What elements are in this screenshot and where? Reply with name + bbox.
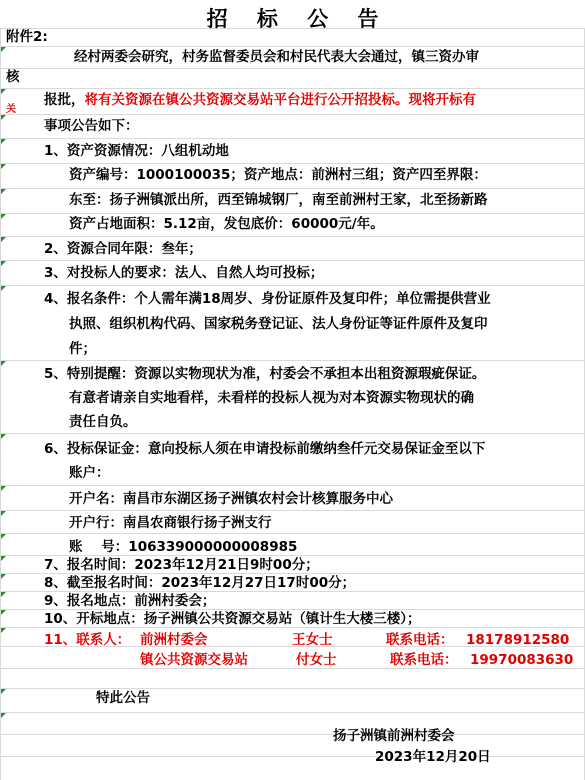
contact-org-2: 镇公共资源交易站 xyxy=(140,652,248,668)
cell-marker xyxy=(1,47,6,52)
closing-text: 特此公告 xyxy=(96,690,150,706)
account-bank: 开户行：南昌农商银行扬子洲支行 xyxy=(69,515,272,531)
grid-line xyxy=(0,260,585,261)
cell-marker xyxy=(1,237,6,242)
intro-line-3-red: 将有关资源在镇公共资源交易站平台进行公开招投标。现将开标有 xyxy=(84,92,476,108)
attachment-label: 附件2: xyxy=(6,29,48,45)
item-5-line-3: 责任自负。 xyxy=(69,414,137,430)
contact-label: 11、联系人： xyxy=(44,632,131,648)
item-4-line-2: 执照、组织机构代码、国家税务登记证、法人身份证等证件原件及复印 xyxy=(69,316,488,332)
contact-person-2: 付女士 xyxy=(296,652,337,668)
item-9: 9、报名地点：前洲村委会； xyxy=(44,593,216,609)
grid-line xyxy=(0,285,585,286)
item-5-line-2: 有意者请亲自实地看样，未看样的投标人视为对本资源实物现状的确 xyxy=(69,390,474,406)
item-10: 10、开标地点：扬子洲镇公共资源交易站（镇计生大楼三楼）； xyxy=(44,611,421,627)
grid-line xyxy=(0,533,585,534)
grid-line xyxy=(0,756,585,757)
grid-line xyxy=(0,734,585,735)
grid-line xyxy=(0,138,585,139)
grid-line xyxy=(0,188,585,189)
cell-marker xyxy=(1,261,6,266)
contact-phone-label-1: 联系电话： xyxy=(386,632,454,648)
cell-marker xyxy=(1,189,6,194)
item-6-line-2: 账户： xyxy=(69,465,110,481)
cell-marker xyxy=(1,286,6,291)
cell-marker xyxy=(1,164,6,169)
cell-marker xyxy=(1,534,6,539)
cell-marker xyxy=(1,689,6,694)
grid-line xyxy=(0,485,585,486)
cell-marker xyxy=(1,115,6,120)
cell-marker xyxy=(1,214,6,219)
signature-date: 2023年12月20日 xyxy=(375,749,491,765)
grid-line xyxy=(0,46,585,47)
item-6-line-1: 6、投标保证金：意向投标人须在申请投标前缴纳叁仟元交易保证金至以下 xyxy=(44,441,486,457)
item-1-asset-info: 资产编号：1000100035；资产地点：前洲村三组；资产四至界限： xyxy=(69,167,487,183)
grid-line xyxy=(0,68,585,69)
grid-line xyxy=(0,433,585,434)
intro-line-5: 事项公告如下： xyxy=(44,118,139,134)
item-2: 2、资源合同年限：叁年； xyxy=(44,241,202,257)
intro-line-3 xyxy=(44,91,476,109)
cell-marker xyxy=(1,713,6,718)
cell-marker xyxy=(1,511,6,516)
grid-line xyxy=(0,510,585,511)
page-title: 招 标 公 告 xyxy=(206,6,379,31)
item-3: 3、对投标人的要求：法人、自然人均可投标； xyxy=(44,265,324,281)
cell-marker xyxy=(1,628,6,633)
contact-person-1: 王女士 xyxy=(292,632,333,648)
item-1-boundaries: 东至：扬子洲镇派出所，西至锦城钢厂，南至前洲村王家，北至扬新路 xyxy=(69,192,488,208)
item-1: 1、资产资源情况：八组机动地 xyxy=(44,143,229,159)
intro-line-1: 经村两委会研究，村务监督委员会和村民代表大会通过，镇三资办审 xyxy=(74,49,479,65)
cell-marker xyxy=(1,486,6,491)
cell-marker xyxy=(1,610,6,615)
cell-marker xyxy=(1,574,6,579)
contact-phone-2: 19970083630 xyxy=(470,652,574,668)
cell-marker xyxy=(1,89,6,94)
contact-phone-1: 18178912580 xyxy=(466,632,570,648)
grid-line xyxy=(0,213,585,214)
intro-line-2: 核 xyxy=(6,69,20,85)
item-4-line-1: 4、报名条件：个人需年满18周岁、身份证原件及复印件；单位需提供营业 xyxy=(44,291,491,307)
contact-org-1: 前洲村委会 xyxy=(140,632,208,648)
cell-marker xyxy=(1,556,6,561)
account-number: 账 号：106339000000008985 xyxy=(69,539,298,555)
cell-marker xyxy=(1,434,6,439)
intro-line-3-plain: 报批， xyxy=(44,92,85,108)
cell-marker xyxy=(1,361,6,366)
item-4-line-3: 件； xyxy=(69,341,96,357)
grid-line xyxy=(0,236,585,237)
grid-line xyxy=(0,688,585,689)
grid-line xyxy=(0,88,585,89)
cell-marker xyxy=(1,139,6,144)
signature-org: 扬子洲镇前洲村委会 xyxy=(333,728,455,744)
item-8: 8、截至报名时间：2023年12月27日17时00分； xyxy=(44,575,356,591)
item-1-area-price: 资产占地面积：5.12亩，发包底价：60000元/年。 xyxy=(69,216,384,232)
contact-phone-label-2: 联系电话： xyxy=(390,652,458,668)
item-5-line-1: 5、特别提醒：资源以实物现状为准，村委会不承担本出租资源瑕疵保证。 xyxy=(44,366,486,382)
grid-line xyxy=(0,360,585,361)
account-name: 开户名：南昌市东湖区扬子洲镇农村会计核算服务中心 xyxy=(69,491,393,507)
grid-line xyxy=(0,712,585,713)
item-7: 7、报名时间：2023年12月21日9时00分； xyxy=(44,557,319,573)
grid-line xyxy=(0,114,585,115)
intro-line-4: 关 xyxy=(6,104,16,115)
grid-line xyxy=(0,163,585,164)
cell-marker xyxy=(1,592,6,597)
